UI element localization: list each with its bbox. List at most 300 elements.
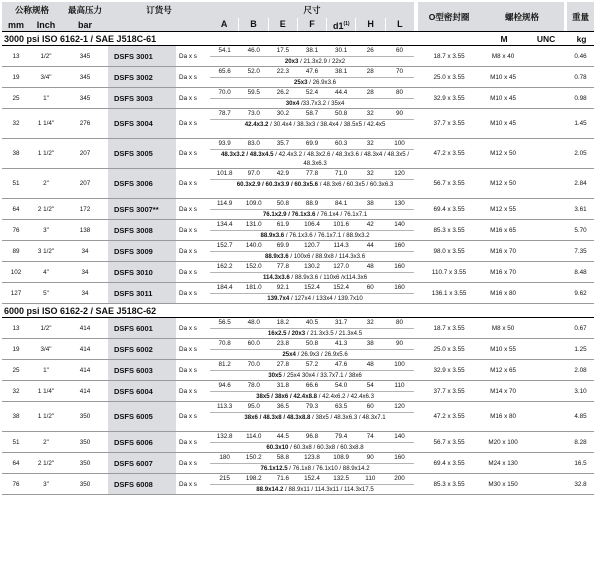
- size-mm: 51: [2, 432, 30, 453]
- dimension-line: [210, 339, 414, 350]
- dim-l: 90: [395, 340, 403, 347]
- size-mm: 64: [2, 453, 30, 474]
- dimension-values: [210, 46, 414, 67]
- max-pressure-bar: 414: [62, 360, 108, 381]
- oring-size: 37.7 x 3.55: [418, 381, 480, 402]
- d1-footnote-marker: (1): [343, 21, 350, 27]
- size-inch: 3/4": [30, 67, 62, 88]
- preferred-tube-size: 20x3: [284, 58, 299, 65]
- table-row: [2, 199, 594, 220]
- bolt-metric: M8 x 40: [480, 46, 526, 67]
- dimension-column-headers: [210, 18, 414, 31]
- tube-size: / 100x6 / 88.9x8 / 114.3x3.6: [288, 253, 366, 260]
- tube-size: / 76.1x3.6 / 76.1x7.1 / 88.9x3.2: [284, 232, 370, 239]
- size-mm: 32: [2, 109, 30, 139]
- dim-a: 81.2: [218, 361, 231, 368]
- da-x-s-label: Da x s: [176, 262, 210, 283]
- dim-a: 54.1: [218, 47, 231, 54]
- dimension-values: [210, 109, 414, 139]
- nominal-size-header: 公称规格: [2, 2, 62, 18]
- dimension-line: [210, 46, 414, 57]
- dim-b: 83.0: [247, 140, 260, 147]
- preferred-tube-size: 88.9x3.6: [260, 232, 285, 239]
- da-x-s-label: Da x s: [176, 67, 210, 88]
- table-row: [2, 88, 594, 109]
- table-row: [2, 318, 594, 339]
- size-mm: 19: [2, 339, 30, 360]
- dim-e: 23.8: [276, 340, 290, 347]
- tube-size: /33.7x3.2 / 35x4: [299, 100, 345, 107]
- dim-a: 162.2: [216, 263, 233, 270]
- dim-a: 56.5: [218, 319, 231, 326]
- tube-size: / 88.9x11 / 114.3x11 / 114.3x17.5: [283, 486, 374, 493]
- weight-kg: 3.10: [567, 381, 594, 402]
- metric-unit: M: [480, 32, 526, 46]
- weight-kg: 1.25: [567, 339, 594, 360]
- dim-d1: 31.7: [335, 319, 348, 326]
- size-inch: 2": [30, 432, 62, 453]
- tube-sizes: [210, 78, 414, 87]
- bolt-spec-header: 螺栓规格: [480, 2, 564, 32]
- dim-l: 80: [395, 89, 403, 96]
- da-x-s-label: Da x s: [176, 474, 210, 495]
- dim-l: 80: [395, 319, 403, 326]
- dim-b: 78.0: [247, 382, 260, 389]
- preferred-tube-size: 76.1x12.5: [260, 465, 288, 472]
- dim-f: 130.2: [304, 263, 320, 270]
- dimensions-header: 尺寸: [210, 2, 414, 18]
- bolt-metric: M12 x 50: [480, 139, 526, 169]
- bar-header: bar: [62, 18, 108, 32]
- tube-size: / 25x4 30x4 / 33.7x7.1 / 38x6: [281, 372, 362, 379]
- dim-d1: 101.6: [333, 221, 350, 228]
- tube-sizes: [210, 464, 414, 473]
- da-x-s-label: Da x s: [176, 453, 210, 474]
- dimension-line: [210, 283, 414, 294]
- specification-table: [2, 2, 594, 495]
- dimension-line: [210, 139, 414, 150]
- da-x-s-label: Da x s: [176, 283, 210, 304]
- table-row: [2, 402, 594, 432]
- dim-f: 120.7: [304, 242, 320, 249]
- dimension-line: [210, 453, 414, 464]
- dim-l: 120: [394, 170, 405, 177]
- size-inch: 2 1/2": [30, 453, 62, 474]
- order-code: DSFS 6008: [108, 474, 176, 495]
- size-mm: 25: [2, 88, 30, 109]
- dim-f: 58.7: [305, 110, 319, 117]
- bolt-metric: M10 x 45: [480, 88, 526, 109]
- dim-e: 69.9: [276, 242, 290, 249]
- size-inch: 3": [30, 220, 62, 241]
- preferred-tube-size: 38x6 / 48.3x8 / 48.3x8.8: [244, 414, 311, 421]
- da-x-s-label: Da x s: [176, 339, 210, 360]
- oring-size: 18.7 x 3.55: [418, 318, 480, 339]
- dim-a: 152.7: [216, 242, 233, 249]
- dim-b: 48.0: [247, 319, 260, 326]
- table-row: [2, 241, 594, 262]
- table-row: [2, 220, 594, 241]
- oring-header: O型密封圈: [418, 2, 480, 32]
- dim-a: 114.9: [216, 200, 233, 207]
- dim-l: 70: [395, 68, 403, 75]
- dim-h: 42: [366, 221, 374, 228]
- dim-f: 123.8: [304, 454, 320, 461]
- dimension-values: [210, 139, 414, 169]
- da-x-s-label: Da x s: [176, 169, 210, 199]
- size-inch: 4": [30, 262, 62, 283]
- dim-b: 114.0: [246, 433, 262, 440]
- table-row: [2, 360, 594, 381]
- table-row: [2, 169, 594, 199]
- size-inch: 2": [30, 169, 62, 199]
- max-pressure-bar: 350: [62, 402, 108, 432]
- bolt-unc: [526, 67, 564, 88]
- max-pressure-bar: 138: [62, 220, 108, 241]
- tube-size: / 26.9x3 / 26.9x5.6: [295, 351, 348, 358]
- weight-kg: 5.70: [567, 220, 594, 241]
- da-x-s-label: Da x s: [176, 318, 210, 339]
- tube-sizes: [210, 180, 414, 189]
- dim-h: 32: [366, 140, 374, 147]
- tube-size: / 127x4 / 133x4 / 139.7x10: [289, 295, 363, 302]
- weight-kg: 2.05: [567, 139, 594, 169]
- bolt-unc: [526, 360, 564, 381]
- tube-sizes: [210, 329, 414, 338]
- oring-size: 98.0 x 3.55: [418, 241, 480, 262]
- dimension-line: [210, 88, 414, 99]
- dim-col-d1: d1$^{(1)}$: [326, 18, 355, 31]
- size-mm: 127: [2, 283, 30, 304]
- dim-e: 27.8: [276, 361, 290, 368]
- bolt-unc: [526, 402, 564, 432]
- da-x-s-label: Da x s: [176, 432, 210, 453]
- dimension-values: [210, 318, 414, 339]
- order-code: DSFS 3007**: [108, 199, 176, 220]
- tube-sizes: [210, 57, 414, 66]
- dim-h: 44: [366, 242, 374, 249]
- bolt-metric: M12 x 55: [480, 199, 526, 220]
- weight-kg: 8.28: [567, 432, 594, 453]
- dim-l: 100: [394, 361, 405, 368]
- table-row: [2, 432, 594, 453]
- preferred-tube-size: 30x5: [268, 372, 282, 379]
- oring-size: 69.4 x 3.55: [418, 199, 480, 220]
- order-number-header: 订货号: [108, 2, 210, 18]
- da-x-s-label: Da x s: [176, 139, 210, 169]
- table-row: [2, 46, 594, 67]
- tube-sizes: [210, 120, 414, 129]
- oring-size: 69.4 x 3.55: [418, 453, 480, 474]
- dim-e: 61.9: [276, 221, 290, 228]
- preferred-tube-size: 16x2.5 / 20x3: [267, 330, 306, 337]
- dim-e: 30.2: [276, 110, 290, 117]
- dim-e: 35.7: [276, 140, 290, 147]
- dim-b: 73.0: [247, 110, 260, 117]
- dim-l: 200: [394, 475, 405, 482]
- dimension-values: [210, 474, 414, 495]
- size-inch: 3 1/2": [30, 241, 62, 262]
- dim-col-a: A: [220, 19, 228, 29]
- preferred-tube-size: 60.3x2.9 / 60.3x3.9 / 60.3x5.6: [236, 181, 319, 188]
- weight-kg: 3.61: [567, 199, 594, 220]
- oring-size: 56.7 x 3.55: [418, 432, 480, 453]
- dim-l: 120: [394, 403, 405, 410]
- size-mm: 19: [2, 67, 30, 88]
- da-x-s-label: Da x s: [176, 220, 210, 241]
- dim-a: 93.9: [218, 140, 231, 147]
- bolt-metric: M10 x 45: [480, 109, 526, 139]
- dimension-line: [210, 169, 414, 180]
- preferred-tube-size: 76.1x2.9 / 76.1x3.6: [262, 211, 316, 218]
- dim-h: 38: [366, 340, 374, 347]
- dim-b: 152.0: [245, 263, 262, 270]
- dim-d1: 54.0: [335, 382, 348, 389]
- preferred-tube-size: 60.3x10: [266, 444, 289, 451]
- dim-d1: 44.4: [335, 89, 348, 96]
- table-row: [2, 109, 594, 139]
- dim-f: 50.8: [305, 340, 319, 347]
- dim-d1: 60.3: [335, 140, 348, 147]
- preferred-tube-size: 114.3x3.6: [262, 274, 290, 281]
- dim-col-h: H: [355, 18, 384, 31]
- tube-sizes: [210, 99, 414, 108]
- size-inch: 5": [30, 283, 62, 304]
- dimension-values: [210, 241, 414, 262]
- tube-size: / 76.1x4 / 76.1x7.1: [315, 211, 368, 218]
- dim-b: 46.0: [247, 47, 260, 54]
- dimension-line: [210, 199, 414, 210]
- dim-a: 101.8: [216, 170, 233, 177]
- dim-h: 28: [366, 68, 374, 75]
- dimension-values: [210, 283, 414, 304]
- dim-b: 60.0: [247, 340, 260, 347]
- dim-f: 47.6: [305, 68, 319, 75]
- dim-l: 160: [394, 242, 405, 249]
- da-x-s-label: Da x s: [176, 88, 210, 109]
- dim-d1: 127.0: [333, 263, 350, 270]
- size-mm: 102: [2, 262, 30, 283]
- dim-h: 110: [365, 475, 376, 482]
- weight-kg: 2.84: [567, 169, 594, 199]
- preferred-tube-size: 48.3x3.2 / 48.3x4.5: [221, 151, 274, 158]
- da-x-s-label: Da x s: [176, 199, 210, 220]
- max-pressure-bar: 172: [62, 199, 108, 220]
- dim-h: 54: [366, 382, 374, 389]
- dim-d1: 152.4: [333, 284, 350, 291]
- section-title: 3000 psi ISO 6162-1 / SAE J518C-61: [2, 32, 414, 46]
- dimension-values: [210, 360, 414, 381]
- tube-sizes: [210, 413, 414, 422]
- size-mm: 51: [2, 169, 30, 199]
- oring-size: 110.7 x 3.55: [418, 262, 480, 283]
- dim-l: 60: [395, 47, 403, 54]
- order-code: DSFS 3008: [108, 220, 176, 241]
- dim-col-b: B: [238, 18, 267, 31]
- dim-f: 40.5: [305, 319, 319, 326]
- oring-size: 85.3 x 3.55: [418, 474, 480, 495]
- dim-b: 198.2: [245, 475, 262, 482]
- max-pressure-bar: 350: [62, 432, 108, 453]
- da-x-s-label: Da x s: [176, 46, 210, 67]
- dim-b: 70.0: [247, 361, 260, 368]
- dim-e: 77.8: [276, 263, 290, 270]
- size-mm: 38: [2, 139, 30, 169]
- dim-col-f: F: [297, 18, 326, 31]
- dim-h: 26: [366, 47, 374, 54]
- dim-f: 152.4: [304, 475, 320, 482]
- dim-d1: 30.1: [335, 47, 348, 54]
- bolt-unc: [526, 169, 564, 199]
- dim-h: 28: [366, 89, 374, 96]
- oring-size: 25.0 x 3.55: [418, 67, 480, 88]
- size-mm: 13: [2, 46, 30, 67]
- max-pressure-bar: 34: [62, 262, 108, 283]
- size-mm: 64: [2, 199, 30, 220]
- order-code: DSFS 3006: [108, 169, 176, 199]
- dimension-line: [210, 432, 414, 443]
- bolt-metric: M16 x 80: [480, 402, 526, 432]
- order-code: DSFS 3009: [108, 241, 176, 262]
- weight-kg: 32.8: [567, 474, 594, 495]
- size-inch: 1 1/4": [30, 381, 62, 402]
- weight-header: 重量: [567, 2, 594, 32]
- dimension-line: [210, 402, 414, 413]
- header-row-1: [2, 2, 594, 18]
- tube-sizes: [210, 371, 414, 380]
- dim-e: 42.9: [276, 170, 290, 177]
- dim-b: 59.5: [247, 89, 260, 96]
- oring-size: 32.9 x 3.55: [418, 88, 480, 109]
- dim-l: 140: [394, 433, 405, 440]
- dim-f: 77.8: [305, 170, 319, 177]
- bolt-metric: M10 x 55: [480, 339, 526, 360]
- bolt-unc: [526, 318, 564, 339]
- bolt-unc: [526, 474, 564, 495]
- order-code: DSFS 6006: [108, 432, 176, 453]
- size-inch: 1/2": [30, 46, 62, 67]
- dimension-line: [210, 241, 414, 252]
- table-row: [2, 381, 594, 402]
- dim-l: 90: [395, 110, 403, 117]
- bolt-metric: M12 x 50: [480, 169, 526, 199]
- inch-header: Inch: [30, 18, 62, 32]
- size-inch: 1 1/4": [30, 109, 62, 139]
- preferred-tube-size: 25x4: [282, 351, 296, 358]
- size-inch: 1": [30, 360, 62, 381]
- weight-kg: 2.08: [567, 360, 594, 381]
- order-code: DSFS 6002: [108, 339, 176, 360]
- preferred-tube-size: 30x4: [285, 100, 300, 107]
- da-x-s-label: Da x s: [176, 381, 210, 402]
- bolt-unc: [526, 453, 564, 474]
- dim-d1: 63.5: [335, 403, 348, 410]
- dim-f: 52.4: [305, 89, 319, 96]
- weight-kg: 7.35: [567, 241, 594, 262]
- bolt-metric: M14 x 70: [480, 381, 526, 402]
- order-code: DSFS 3003: [108, 88, 176, 109]
- dim-e: 17.5: [276, 47, 290, 54]
- order-code: DSFS 3001: [108, 46, 176, 67]
- tube-sizes: [210, 273, 414, 282]
- dim-h: 48: [366, 263, 374, 270]
- dimension-line: [210, 67, 414, 78]
- dim-a: 70.0: [218, 89, 231, 96]
- size-mm: 38: [2, 402, 30, 432]
- weight-kg: 8.48: [567, 262, 594, 283]
- dim-a: 113.3: [216, 403, 233, 410]
- dim-h: 60: [366, 403, 374, 410]
- dim-e: 50.8: [276, 200, 290, 207]
- dim-b: 52.0: [247, 68, 260, 75]
- bolt-metric: M30 x 150: [480, 474, 526, 495]
- weight-kg: 0.98: [567, 88, 594, 109]
- tube-size: / 26.9x3.6: [307, 79, 337, 86]
- oring-size: 47.2 x 3.55: [418, 402, 480, 432]
- preferred-tube-size: 38x5 / 38x6 / 42.4x8.8: [256, 393, 318, 400]
- dim-e: 36.5: [276, 403, 290, 410]
- dim-d1: 41.3: [335, 340, 348, 347]
- size-mm: 32: [2, 381, 30, 402]
- dimension-values: [210, 169, 414, 199]
- max-pressure-bar: 350: [62, 474, 108, 495]
- size-inch: 2 1/2": [30, 199, 62, 220]
- bolt-unc: [526, 432, 564, 453]
- table-body: [2, 32, 594, 495]
- dimension-values: [210, 453, 414, 474]
- max-pressure-bar: 34: [62, 283, 108, 304]
- weight-kg: 0.67: [567, 318, 594, 339]
- dimension-values: [210, 220, 414, 241]
- max-pressure-header: 最高压力: [62, 2, 108, 18]
- da-x-s-label: Da x s: [176, 402, 210, 432]
- oring-size: 37.7 x 3.55: [418, 109, 480, 139]
- dimension-line: [210, 318, 414, 329]
- max-pressure-bar: 345: [62, 88, 108, 109]
- dim-f: 152.4: [304, 284, 320, 291]
- dim-l: 130: [394, 200, 405, 207]
- dim-e: 26.2: [276, 89, 290, 96]
- dim-h: 48: [366, 361, 374, 368]
- dim-col-l: L: [385, 18, 414, 31]
- dimension-line: [210, 474, 414, 485]
- dim-f: 79.3: [305, 403, 319, 410]
- tube-sizes: [210, 485, 414, 494]
- dim-b: 181.0: [245, 284, 262, 291]
- dim-h: 38: [366, 200, 374, 207]
- dim-b: 150.2: [245, 454, 262, 461]
- oring-size: 56.7 x 3.55: [418, 169, 480, 199]
- bolt-unc: [526, 339, 564, 360]
- max-pressure-bar: 207: [62, 169, 108, 199]
- preferred-tube-size: 88.9x3.6: [264, 253, 289, 260]
- order-code: DSFS 6001: [108, 318, 176, 339]
- dim-e: 58.8: [276, 454, 290, 461]
- tube-sizes: [210, 150, 414, 168]
- size-inch: 3": [30, 474, 62, 495]
- max-pressure-bar: 34: [62, 241, 108, 262]
- order-code: DSFS 6003: [108, 360, 176, 381]
- da-x-s-label: Da x s: [176, 241, 210, 262]
- dimension-values: [210, 262, 414, 283]
- max-pressure-bar: 414: [62, 339, 108, 360]
- bolt-metric: M12 x 65: [480, 360, 526, 381]
- dimension-values: [210, 381, 414, 402]
- table-row: [2, 67, 594, 88]
- max-pressure-bar: 345: [62, 67, 108, 88]
- weight-kg: 4.85: [567, 402, 594, 432]
- dim-d1: 79.4: [335, 433, 348, 440]
